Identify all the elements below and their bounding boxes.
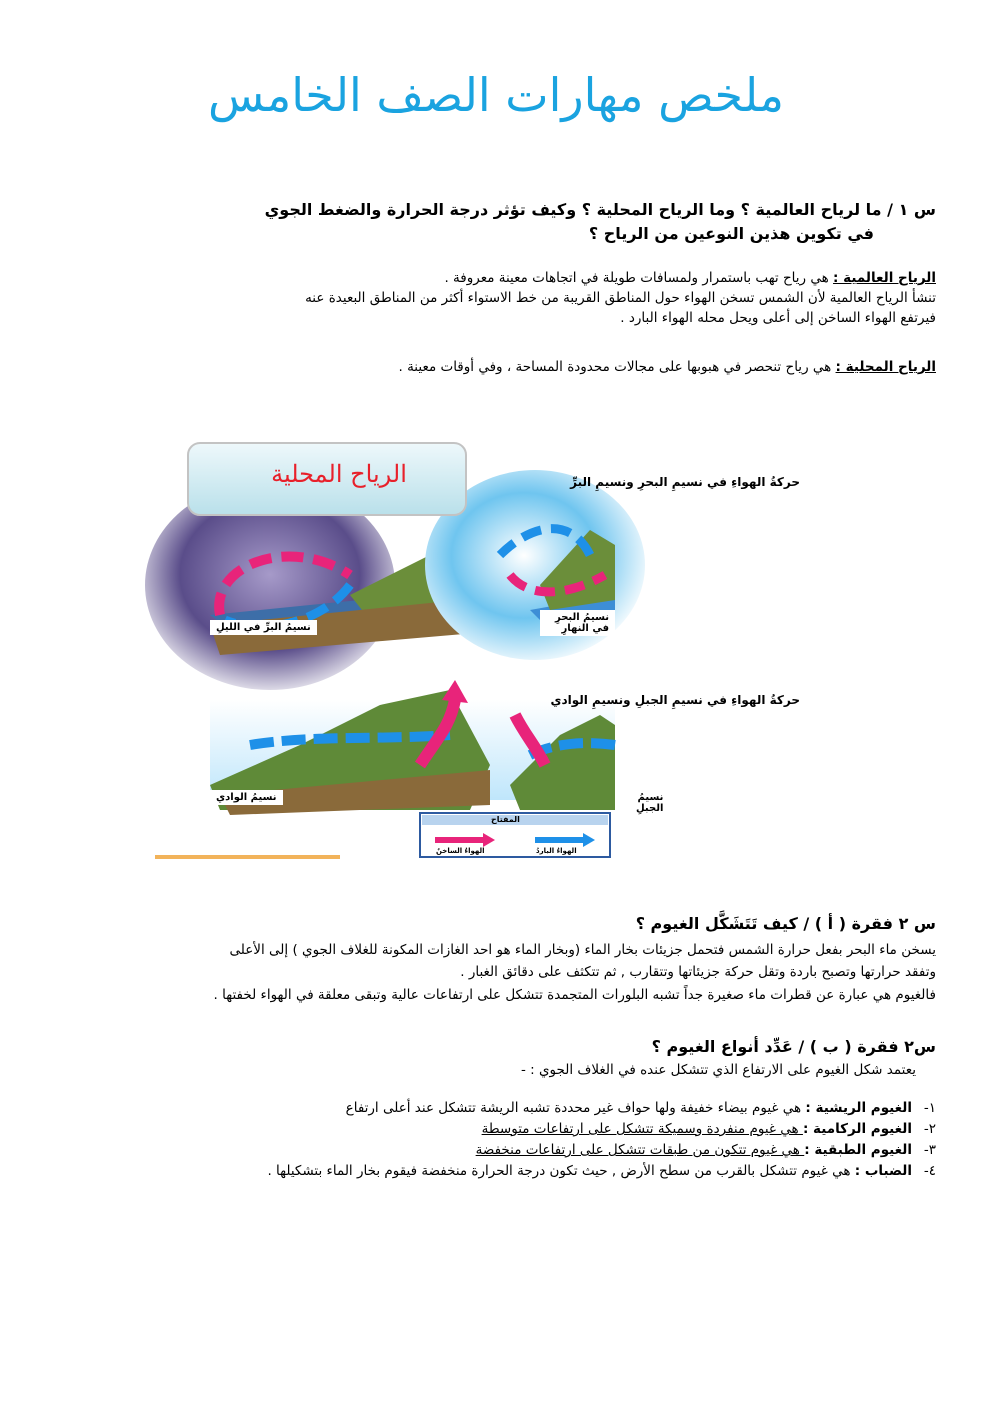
label-valley-breeze: نسيمُ الوادي: [210, 790, 283, 805]
q2b-heading: س٢ فقرة ( ب ) / عَدِّد أنواع الغيوم ؟: [651, 1037, 936, 1056]
list-number: ١-: [923, 1100, 936, 1116]
local-winds-figure: [150, 435, 800, 860]
q2b-intro: يعتمد شكل الغيوم على الارتفاع الذي تتشكل عنده في الغلاف الجوي : -: [520, 1062, 916, 1078]
q2a-paragraph-1: يسخن ماء البحر بفعل حرارة الشمس فتحمل جزيئات بخار الماء (وبخار الماء هو احد الغازات المكونة للغلاف الجوي ) إلى الأعلى: [229, 942, 936, 958]
list-number: ٣-: [923, 1142, 936, 1158]
q2a-paragraph-2: وتفقد حرارتها وتصبح باردة وتقل حركة جزيئاتها وتتقارب , ثم تتكثف على دقائق الغبار .: [460, 964, 936, 980]
key-hot-air: الهواءُ الساخنُ: [436, 847, 485, 855]
global-winds-def: هي رياح تهب باستمرار ولمسافات طويلة في اتجاهات معينة معروفة .: [444, 270, 834, 286]
key-cold-air: الهواءُ الباردُ: [536, 847, 577, 855]
cloud-type-def: هي غيوم منفردة وسميكة تتشكل على ارتفاعات متوسطة: [481, 1121, 803, 1137]
cloud-type-def: هي غيوم بيضاء خفيفة ولها حواف غير محددة تشبه الريشة تتشكل عند أعلى ارتفاع: [345, 1100, 806, 1116]
label-land-breeze-night: نسيمُ البرِّ في الليلِ: [210, 620, 317, 635]
cloud-types-list: [36, 1098, 936, 1182]
caption-sea-land-breeze: حركةُ الهواءِ في نسيمِ البحرِ ونسيمِ البرِّ: [570, 475, 800, 489]
page-title: ملخص مهارات الصف الخامس: [207, 68, 785, 122]
cloud-type-term: الغيوم الريشية :: [805, 1100, 912, 1116]
list-item: [36, 1161, 936, 1182]
label-mountain-breeze: نسيمُ الجبلِ: [630, 790, 669, 816]
cloud-type-term: الغيوم الطبقية :: [804, 1142, 912, 1158]
list-number: ٢-: [923, 1121, 936, 1137]
list-item: [36, 1119, 936, 1140]
list-number: ٤-: [923, 1163, 936, 1179]
label-sea-breeze-day: نسيمُ البحرِ في النهارِ: [540, 610, 615, 636]
local-winds-def: هي رياح تنحصر في هبوبها على مجالات محدودة المساحة ، وفي أوقات معينة .: [398, 359, 836, 375]
cloud-type-term: الغيوم الركامية :: [802, 1121, 912, 1137]
local-winds-banner: الرياح المحلية: [271, 460, 407, 488]
q2a-heading: س ٢ فقرة ( أ ) / كيف تَتَشَكَّل الغيوم ؟: [635, 914, 936, 933]
local-winds-term: الرياح المحلية :: [835, 359, 936, 375]
cloud-type-def: هي غيوم تتشكل بالقرب من سطح الأرض , حيث تكون درجة الحرارة منخفضة فيقوم بخار الماء بتشكيلها .: [267, 1163, 855, 1179]
global-winds-explanation-1: تنشأ الرياح العالمية لأن الشمس تسخن الهواء حول المناطق القريبة من خط الاستواء أكثر من المناطق البعيدة عنه: [305, 290, 936, 306]
q1-line1: س ١ / ما لرياح العالمية ؟ وما الرياح المحلية ؟ وكيف تؤثر درجة الحرارة والضغط الجوي: [264, 200, 936, 219]
global-winds-definition: [36, 268, 936, 288]
list-item: [36, 1140, 936, 1161]
cloud-type-term: الضباب :: [854, 1163, 912, 1179]
key-title: المفتاح: [491, 815, 520, 824]
cloud-type-def: هي غيوم تتكون من طبقات تتشكل على ارتفاعات منخفضة: [475, 1142, 805, 1158]
global-winds-term: الرياح العالمية :: [833, 270, 936, 286]
local-winds-definition: [36, 357, 936, 377]
q2a-paragraph-3: فالغيوم هي عبارة عن قطرات ماء صغيرة جداً تشبه البلورات المتجمدة تتشكل على ارتفاعات عالية وتبقى معلقة في الهواء لخفتها .: [213, 987, 936, 1003]
list-item: [36, 1098, 936, 1119]
caption-mountain-valley-breeze: حركةُ الهواءِ في نسيمِ الجبلِ ونسيمِ الوادي: [550, 693, 800, 707]
global-winds-explanation-2: فيرتفع الهواء الساخن إلى أعلى ويحل محله الهواء البارد .: [620, 310, 936, 326]
q1-line2: في تكوين هذين النوعين من الرياح ؟: [588, 224, 874, 243]
